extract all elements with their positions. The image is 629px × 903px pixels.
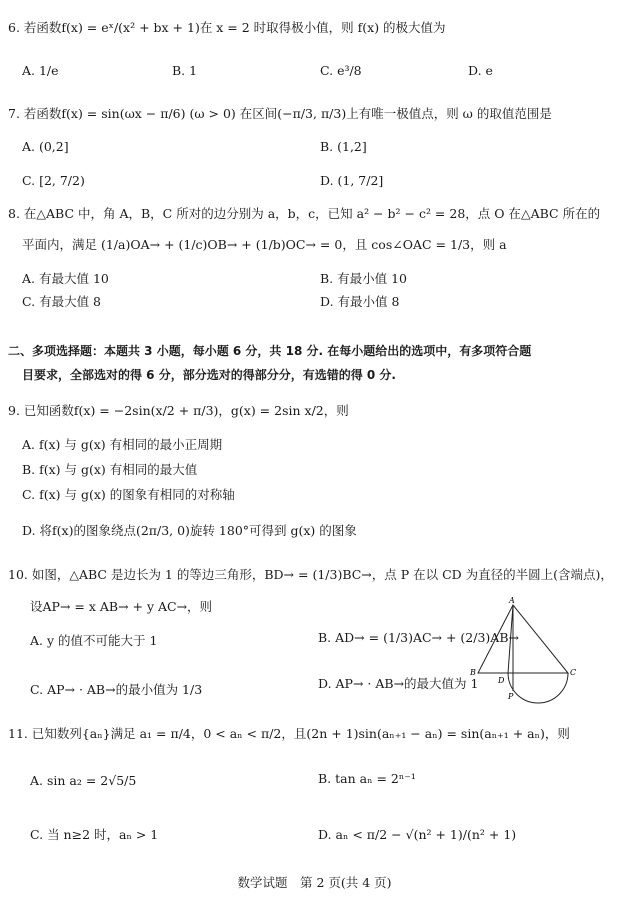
q8-stem-line2: 平面内，满足 (1/a)OA→ + (1/c)OB→ + (1/b)OC→ = 0，且 cos∠OAC = 1/3，则 a bbox=[22, 237, 507, 252]
q7-option-a: A. (0,2] bbox=[22, 139, 69, 154]
q9-option-c: C. f(x) 与 g(x) 的图象有相同的对称轴 bbox=[22, 487, 235, 502]
q11-option-d: D. aₙ < π/2 − √(n² + 1)/(n² + 1) bbox=[318, 827, 517, 842]
q6-option-d: D. e bbox=[468, 63, 493, 78]
label-c: C bbox=[570, 668, 577, 677]
label-a: A bbox=[509, 596, 515, 605]
q9-option-d: D. 将f(x)的图象绕点(2π/3, 0)旋转 180°可得到 g(x) 的图象 bbox=[22, 523, 357, 538]
q7-option-d: D. (1, 7/2] bbox=[320, 173, 384, 188]
section2-heading-line2: 目要求，全部选对的得 6 分，部分选对的得部分分，有选错的得 0 分. bbox=[22, 368, 396, 382]
segment-ad bbox=[508, 605, 513, 673]
q6-option-a: A. 1/e bbox=[22, 63, 59, 78]
q7-option-b: B. (1,2] bbox=[320, 139, 367, 154]
q6-option-b: B. 1 bbox=[172, 63, 198, 78]
q11-option-b: B. tan aₙ = 2ⁿ⁻¹ bbox=[318, 771, 416, 786]
q10-stem-line1: 10. 如图，△ABC 是边长为 1 的等边三角形，BD→ = (1/3)BC→，点 P 在以 CD 为直径的半圆上(含端点)， bbox=[8, 567, 613, 582]
q10-stem-line2: 设AP→ = x AB→ + y AC→，则 bbox=[30, 599, 213, 614]
q10-option-d: D. AP→ · AB→的最大值为 1 bbox=[318, 676, 479, 691]
semicircle-cd bbox=[508, 673, 568, 703]
q11-option-a: A. sin a₂ = 2√5/5 bbox=[30, 773, 137, 788]
page-footer: 数学试题 第 2 页(共 4 页) bbox=[237, 875, 392, 890]
q8-option-b: B. 有最小值 10 bbox=[320, 271, 408, 286]
q7-option-c: C. [2, 7/2) bbox=[22, 173, 85, 188]
q11-option-c: C. 当 n≥2 时，aₙ > 1 bbox=[30, 827, 159, 842]
label-p: P bbox=[508, 692, 514, 701]
q8-option-c: C. 有最大值 8 bbox=[22, 294, 101, 309]
q8-option-d: D. 有最小值 8 bbox=[320, 294, 400, 309]
q10-option-c: C. AP→ · AB→的最小值为 1/3 bbox=[30, 682, 203, 697]
q9-option-a: A. f(x) 与 g(x) 有相同的最小正周期 bbox=[22, 437, 223, 452]
label-b: B bbox=[470, 668, 476, 677]
q9-stem: 9. 已知函数f(x) = −2sin(x/2 + π/3)，g(x) = 2sin x/2，则 bbox=[8, 403, 349, 418]
q11-stem: 11. 已知数列{aₙ}满足 a₁ = π/4，0 < aₙ < π/2，且(2n + 1)sin(aₙ₊₁ − aₙ) = sin(aₙ₊₁ + aₙ)，则 bbox=[8, 726, 570, 741]
q7-stem: 7. 若函数f(x) = sin(ωx − π/6) (ω > 0) 在区间(−π/3, π/3)上有唯一极值点，则 ω 的取值范围是 bbox=[8, 106, 552, 121]
triangle-semicircle-figure bbox=[468, 595, 578, 705]
triangle-abc bbox=[478, 605, 568, 673]
label-d: D bbox=[498, 676, 505, 685]
q10-option-b: B. AD→ = (1/3)AC→ + (2/3)AB→ bbox=[318, 630, 519, 645]
q6-option-c: C. e³/8 bbox=[320, 63, 362, 78]
q9-option-b: B. f(x) 与 g(x) 有相同的最大值 bbox=[22, 462, 198, 477]
q8-stem-line1: 8. 在△ABC 中，角 A，B，C 所对的边分别为 a，b，c，已知 a² − b² − c² = 28，点 O 在△ABC 所在的 bbox=[8, 206, 601, 221]
section2-heading-line1: 二、多项选择题：本题共 3 小题，每小题 6 分，共 18 分. 在每小题给出的选项中，有多项符合题 bbox=[8, 344, 532, 358]
q8-option-a: A. 有最大值 10 bbox=[22, 271, 109, 286]
q10-option-a: A. y 的值不可能大于 1 bbox=[30, 633, 158, 648]
q6-stem: 6. 若函数f(x) = eˣ/(x² + bx + 1)在 x = 2 时取得极小值，则 f(x) 的极大值为 bbox=[8, 20, 446, 35]
